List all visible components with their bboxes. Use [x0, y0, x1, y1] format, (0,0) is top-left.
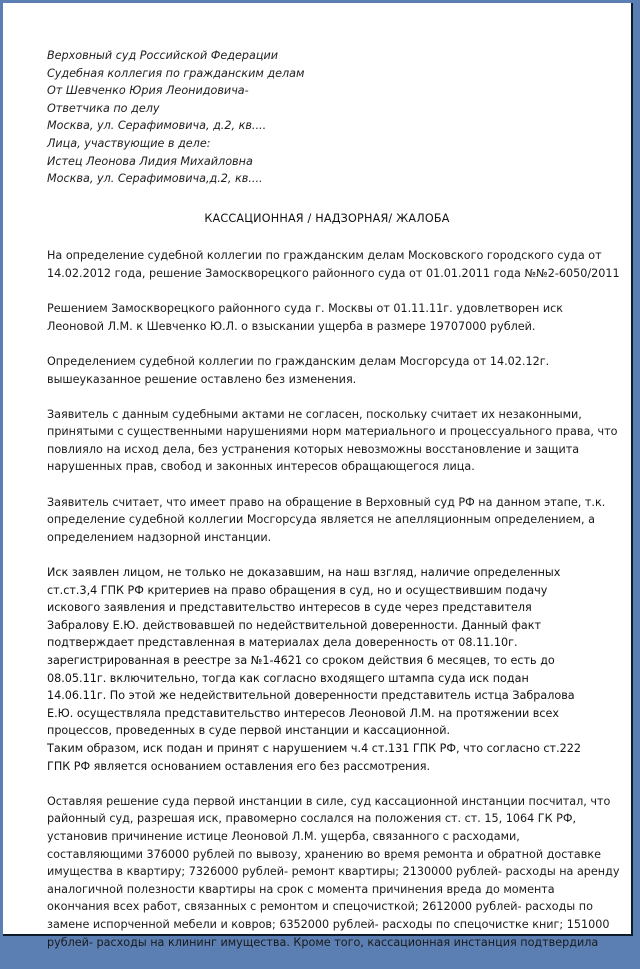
paragraph-line: принятыми с существенными нарушениями норм материального и процессуального права, что	[47, 425, 618, 439]
paragraph-line: районный суд, разрешая иск, правомерно сослался на положения ст. ст. 15, 1064 ГК РФ,	[47, 812, 577, 826]
paragraph-line: Е.Ю. осуществляла представительство интересов Леоновой Л.М. на протяжении всех	[47, 706, 560, 720]
paragraph-line: На определение судебной коллегии по гражданским делам Московского городского суда от	[47, 249, 602, 263]
document-title: КАССАЦИОННАЯ / НАДЗОРНАЯ/ ЖАЛОБА	[204, 211, 450, 225]
paragraph-line: определением надзорной инстанции.	[47, 530, 272, 544]
paragraph-line: аналогичной полезности квартиры на срок с момента причинения вреда до момента	[47, 882, 555, 896]
paragraph-line: процессов, проведенных в суде первой инстанции и кассационной.	[47, 724, 451, 738]
paragraph-line: искового заявления и представительство интересов в суде через представителя	[47, 601, 532, 615]
paragraph-line: 14.02.2012 года, решение Замоскворецкого районного суда от 01.01.2011 года №№2-6050/2011	[47, 266, 620, 280]
paragraph-line: ст.ст.3,4 ГПК РФ критериев на право обращения в суд, но и осуществившим подачу	[47, 583, 548, 597]
document-page	[3, 3, 633, 949]
paragraph-line: Таким образом, иск подан и принят с нарушением ч.4 ст.131 ГПК РФ, что согласно ст.222	[47, 741, 581, 755]
paragraph	[47, 247, 620, 282]
paragraph-line: Определением судебной коллегии по гражданским делам Мосгорсуда от 14.02.12г.	[47, 354, 550, 368]
paragraph-line: Забралову Е.Ю. действовавшей по недействительной доверенности. Данный факт	[47, 618, 542, 632]
paragraph	[47, 353, 607, 388]
paragraph-line: рублей- расходы на клининг имущества. Кроме того, кассационная инстанция подтвердила	[47, 935, 599, 949]
paragraph-line: зарегистрированная в реестре за №1-4621 со сроком действия 6 месяцев, то есть до	[47, 654, 555, 667]
header-line: Судебная коллегия по гражданским делам	[47, 66, 305, 80]
paragraph	[47, 406, 618, 476]
paragraph	[47, 300, 607, 335]
paragraph-line: замене испорченной мебели и ковров; 6352000 рублей- расходы по спецочистке книг; 151000	[47, 917, 610, 931]
paragraph-line: подтверждает представленная в материалах дела доверенность от 08.11.10г.	[47, 636, 518, 650]
paragraph-line: Заявитель с данным судебными актами не согласен, поскольку считает их незаконными,	[47, 407, 582, 421]
paragraph-line: вышеуказанное решение оставлено без изменения.	[47, 372, 357, 386]
header-line: Лица, участвующие в деле:	[47, 136, 211, 150]
paragraph-line: 08.05.11г. включительно, тогда как согласно входящего штампа суда иск подан	[47, 671, 529, 685]
header-line: Москва, ул. Серафимовича, д.2, кв....	[47, 119, 267, 133]
header-line: Истец Леонова Лидия Михайловна	[47, 154, 253, 168]
paragraph-line: Решением Замоскворецкого районного суда г. Москвы от 01.11.11г. удовлетворен иск	[47, 302, 564, 316]
paragraph-line: установив причинение истице Леоновой Л.М. ущерба, связанного с расходами,	[47, 829, 520, 843]
header-line: Верховный суд Российской Федерации	[47, 49, 279, 62]
paragraph-line: составляющими 376000 рублей по вывозу, хранению во время ремонта и обратной доставке	[47, 847, 602, 861]
paragraph-line: ГПК РФ является основанием оставления его без рассмотрения.	[47, 759, 431, 773]
addressee-block	[47, 47, 607, 188]
paragraph-line: Иск заявлен лицом, не только не доказавшим, на наш взгляд, наличие определенных	[47, 566, 561, 580]
paragraph-line: нарушенных прав, свобод и законных интересов обращающегося лица.	[47, 460, 475, 474]
header-line: Ответчика по делу	[47, 101, 160, 115]
paragraph-line: Заявитель считает, что имеет право на обращение в Верховный суд РФ на данном этапе, т.к.	[47, 495, 606, 509]
document-body	[47, 247, 620, 951]
paragraph-line: 14.06.11г. По этой же недействительной доверенности представитель истца Забралова	[47, 689, 575, 703]
paragraph-line: определение судебной коллегии Мосгорсуда является не апелляционным определением, а	[47, 513, 595, 527]
paragraph-line: окончания всех работ, связанных с ремонтом и спецочисткой; 2612000 рублей- расходы по	[47, 900, 593, 914]
header-line: Москва, ул. Серафимовича,д.2, кв....	[47, 172, 263, 186]
paragraph-line: повлияло на исход дела, без устранения которых невозможны восстановление и защита	[47, 442, 580, 456]
header-line: От Шевченко Юрия Леонидовича-	[47, 84, 249, 98]
document-content	[47, 47, 620, 969]
paragraph	[47, 564, 607, 775]
paragraph	[47, 494, 607, 547]
paragraph-line: имущества в квартиру; 7326000 рублей- ремонт квартиры; 2130000 рублей- расходы на аренду	[47, 865, 620, 879]
paragraph-line: Оставляя решение суда первой инстанции в силе, суд кассационной инстанции посчитал, что	[47, 794, 611, 808]
paragraph-line: Леоновой Л.М. к Шевченко Ю.Л. о взыскании ущерба в размере 19707000 рублей.	[47, 319, 536, 333]
paragraph	[47, 793, 620, 951]
